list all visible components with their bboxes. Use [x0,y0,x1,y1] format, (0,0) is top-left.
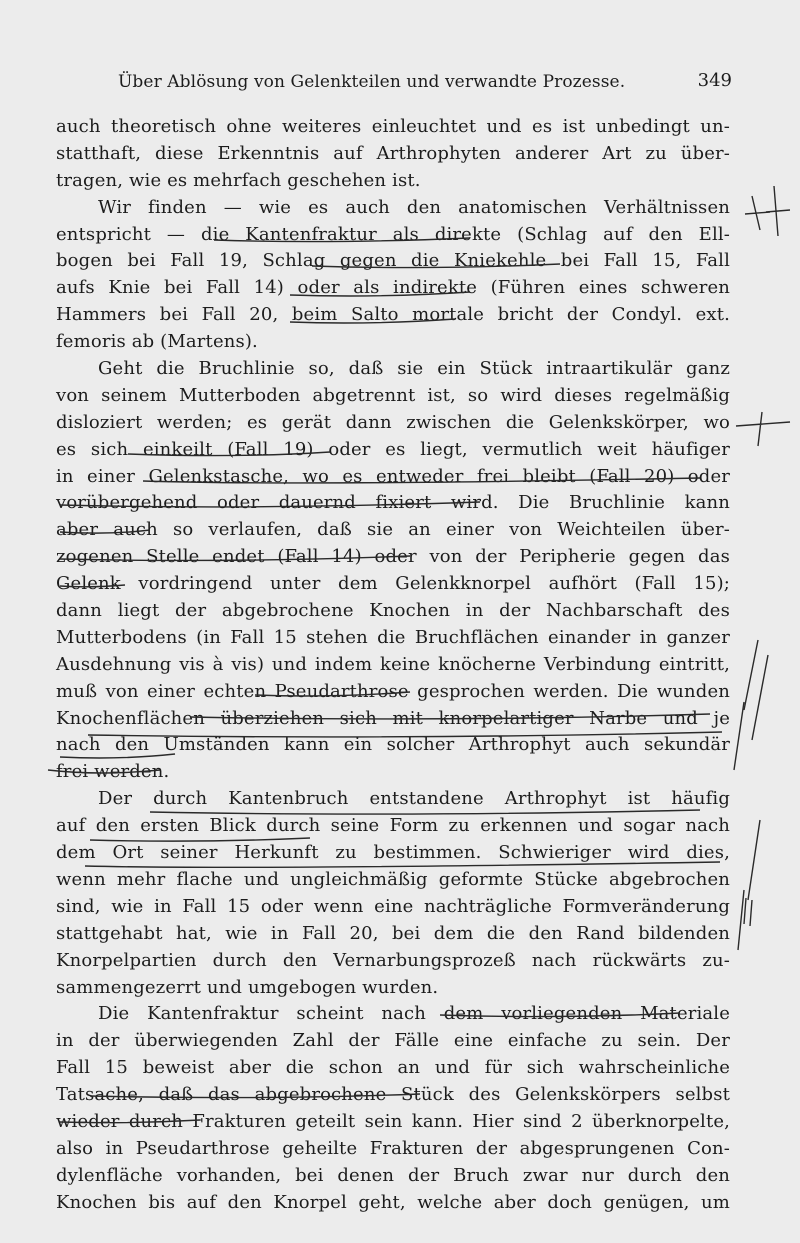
text-line: Ausdehnung vis à vis) und indem keine knöcherne Verbindung eintritt, [56,653,730,675]
text-line: wieder durch Frakturen geteilt sein kann. Hier sind 2 überknorpelte, [56,1110,730,1132]
text-line: von seinem Mutterboden abgetrennt ist, so wird dieses regelmäßig [56,384,730,406]
text-line: femoris ab (Martens). [56,331,258,353]
text-line: dann liegt der abgebrochene Knochen in der Nachbarschaft des [56,600,730,622]
margin-small-mark [744,898,752,926]
text-line: stattgehabt hat, wie in Fall 20, bei dem die den Rand bildenden [56,922,730,944]
text-line: Wir finden — wie es auch den anatomischen Verhältnissen [98,196,730,218]
text-line: tragen, wie es mehrfach geschehen ist. [56,169,421,191]
text-line: auf den ersten Blick durch seine Form zu erkennen und sogar nach [56,815,730,837]
text-line: nach den Umständen kann ein solcher Arthrophyt auch sekundär [56,734,730,756]
text-line: Knochen bis auf den Knorpel geht, welche aber doch genügen, um [56,1191,730,1213]
body-text [56,114,730,1217]
text-line: statthaft, diese Erkenntnis auf Arthrophyten anderer Art zu über- [56,142,730,164]
text-line: dem Ort seiner Herkunft zu bestimmen. Schwieriger wird dies, [56,842,730,864]
text-line: Geht die Bruchlinie so, daß sie ein Stück intraartikulär ganz [98,358,730,380]
text-line: es sich einkeilt (Fall 19) oder es liegt, vermutlich weit häufiger [56,438,730,460]
running-header [60,70,740,100]
text-line: aber auch so verlaufen, daß sie an einer von Weichteilen über- [56,519,730,541]
text-line: in der überwiegenden Zahl der Fälle eine einfache zu sein. Der [56,1030,730,1052]
text-line: entspricht — die Kantenfraktur als direkte (Schlag auf den Ell- [56,223,730,245]
text-line: frei werden. [56,761,170,783]
text-line: aufs Knie bei Fall 14) oder als indirekte (Führen eines schweren [56,277,730,299]
margin-vertical-line [738,890,744,950]
text-line: sind, wie in Fall 15 oder wenn eine nachträgliche Formveränderung [56,895,730,917]
text-line: Fall 15 beweist aber die schon an und für sich wahrscheinliche [56,1057,730,1079]
text-line: vorübergehend oder dauernd fixiert wird. Die Bruchlinie kann [56,492,730,514]
text-line: disloziert werden; es gerät dann zwischen die Gelenkskörper, wo [56,411,730,433]
text-line: Der durch Kantenbruch entstandene Arthrophyt ist häufig [98,788,730,810]
text-line: bogen bei Fall 19, Schlag gegen die Kniekehle bei Fall 15, Fall [56,250,730,272]
margin-cross-mark [736,412,790,446]
text-line: wenn mehr flache und ungleichmäßig geformte Stücke abgebrochen [56,868,730,890]
text-line: Die Kantenfraktur scheint nach dem vorliegenden Materiale [98,1003,730,1025]
text-line: auch theoretisch ohne weiteres einleuchtet und es ist unbedingt un- [56,116,730,137]
text-line: sammengezerrt und umgebogen wurden. [56,976,439,998]
text-line: Knorpelpartien durch den Vernarbungsprozeß nach rückwärts zu- [56,949,730,971]
text-line: in einer Gelenkstasche, wo es entweder frei bleibt (Fall 20) oder [56,465,730,487]
margin-vertical-line [734,702,744,770]
text-line: Gelenk vordringend unter dem Gelenkknorpel aufhört (Fall 15); [56,573,730,595]
margin-cross-mark [766,186,790,236]
text-line: muß von einer echten Pseudarthrose gesprochen werden. Die wunden [56,680,730,702]
text-line: Tatsache, daß das abgebrochene Stück des Gelenkskörpers selbst [56,1084,730,1106]
page-number: 349 [697,70,732,91]
margin-vertical-line [752,655,768,740]
text-line: Mutterbodens (in Fall 15 stehen die Bruchflächen einander in ganzer [56,626,730,648]
text-line: dylenfläche vorhanden, bei denen der Bruch zwar nur durch den [56,1164,730,1186]
text-line: Hammers bei Fall 20, beim Salto mortale bricht der Condyl. ext. [56,304,730,326]
text-line: Knochenflächen überziehen sich mit knorpelartiger Narbe und je [56,707,730,729]
text-line: also in Pseudarthrose geheilte Frakturen der abgesprungenen Con- [56,1137,730,1159]
margin-vertical-line [744,640,758,710]
running-title: Über Ablösung von Gelenkteilen und verwandte Prozesse. [118,72,626,92]
margin-vertical-line [748,820,760,900]
margin-cross-mark [745,196,770,230]
text-line: zogenen Stelle endet (Fall 14) oder von der Peripherie gegen das [56,546,730,568]
